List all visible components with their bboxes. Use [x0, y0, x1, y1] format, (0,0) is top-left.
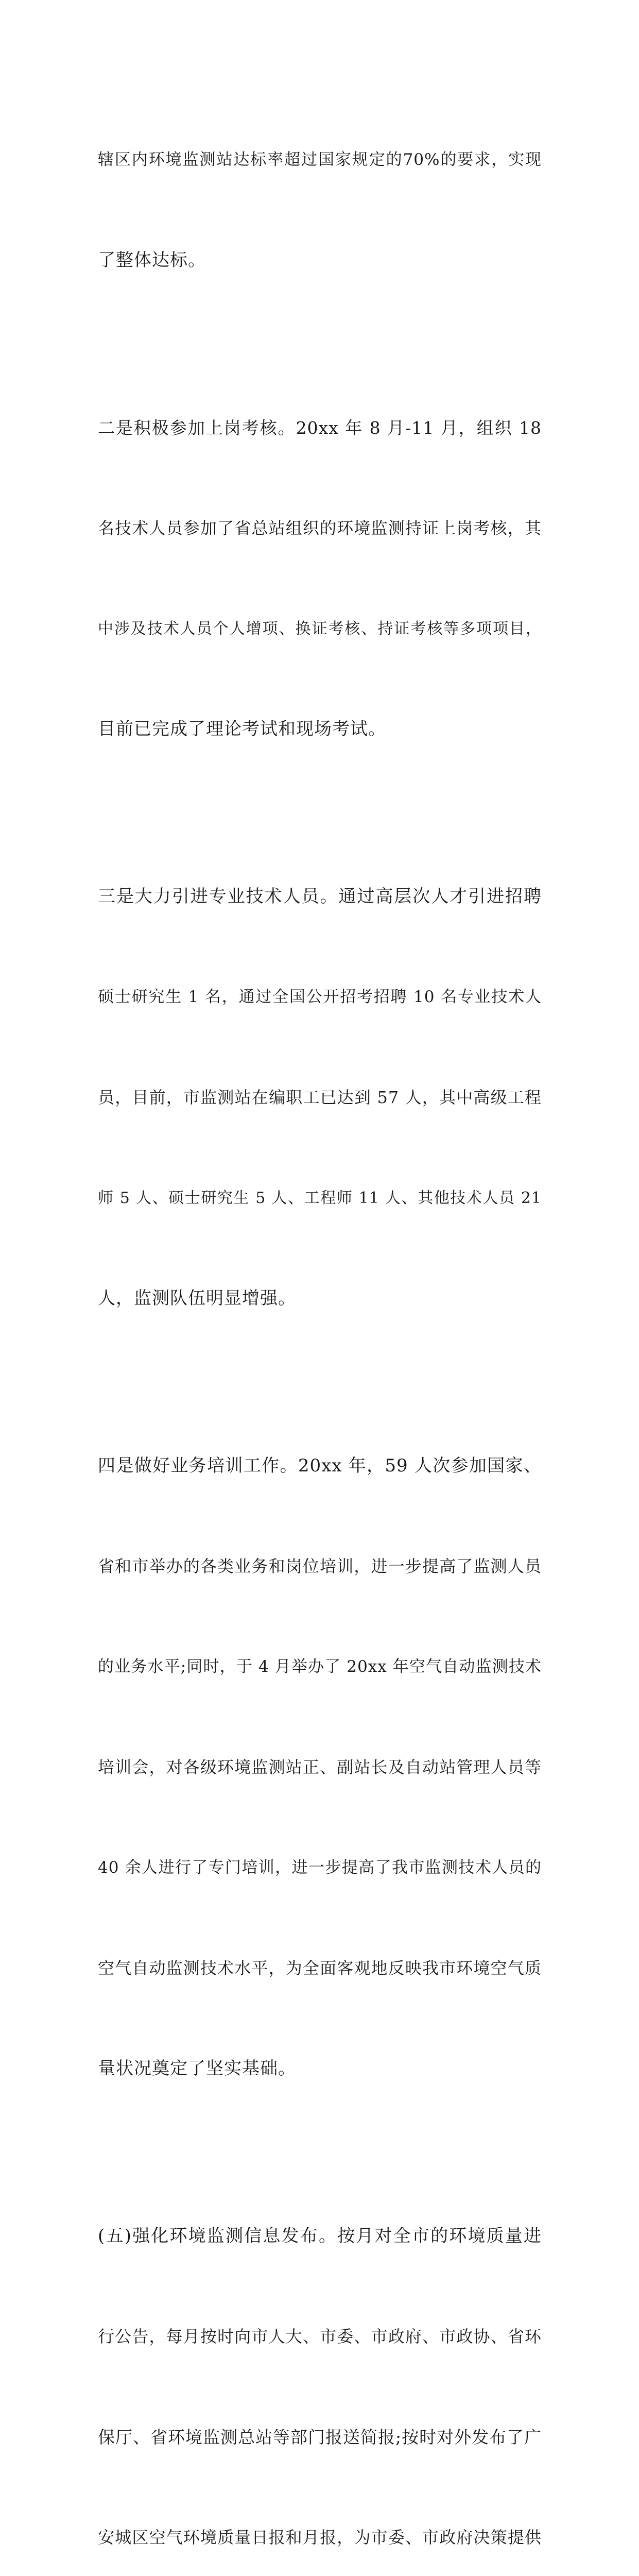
paragraph-2	[98, 344, 542, 813]
text-line: 空气自动监测技术水平，为全面客观地反映我市环境空气质	[98, 1958, 542, 1978]
text-line: 省和市举办的各类业务和岗位培训，进一步提高了监测人员	[98, 1556, 542, 1576]
paragraph-3	[98, 813, 542, 1382]
paragraph-4	[98, 1382, 542, 2153]
text-line: (五)强化环境监测信息发布。按月对全市的环境质量进	[98, 2226, 542, 2246]
text-line: 四是做好业务培训工作。20xx 年，59 人次参加国家、	[98, 1455, 542, 1476]
text-line: 安城区空气环境质量日报和月报，为市委、市政府决策提供	[98, 2528, 542, 2547]
text-line: 师 5 人、硕士研究生 5 人、工程师 11 人、其他技术人员 21	[98, 1189, 542, 1207]
text-line: 目前已完成了理论考试和现场考试。	[98, 719, 386, 739]
paragraph-5	[98, 2153, 542, 2576]
text-line: 了整体达标。	[98, 250, 206, 270]
text-line: 40 余人进行了专门培训，进一步提高了我市监测技术人员的	[98, 1858, 542, 1877]
text-line: 中涉及技术人员个人增项、换证考核、持证考核等多项项目，	[98, 620, 542, 638]
text-line: 名技术人员参加了省总站组织的环境监测持证上岗考核，其	[98, 518, 542, 538]
text-line: 二是积极参加上岗考核。20xx 年 8 月-11 月，组织 18	[98, 418, 542, 438]
paragraph-1	[98, 76, 542, 344]
text-line: 三是大力引进专业技术人员。通过高层次人才引进招聘	[98, 886, 542, 907]
text-line: 人，监测队伍明显增强。	[98, 1288, 296, 1309]
text-line: 培训会，对各级环境监测站正、副站长及自动站管理人员等	[98, 1757, 542, 1777]
text-line: 辖区内环境监测站达标率超过国家规定的70%的要求，实现	[98, 150, 542, 169]
text-line: 保厅、省环境监测总站等部门报送简报;按时对外发布了广	[98, 2427, 542, 2447]
text-line: 量状况奠定了坚实基础。	[98, 2058, 296, 2079]
text-line: 硕士研究生 1 名，通过全国公开招考招聘 10 名专业技术人	[98, 988, 542, 1006]
text-line: 员，目前，市监测站在编职工已达到 57 人，其中高级工程	[98, 1088, 542, 1107]
text-line: 行公告，每月按时向市人大、市委、市政府、市政协、省环	[98, 2327, 542, 2346]
document-body	[98, 76, 542, 2576]
text-line: 的业务水平;同时，于 4 月举办了 20xx 年空气自动监测技术	[98, 1657, 542, 1676]
